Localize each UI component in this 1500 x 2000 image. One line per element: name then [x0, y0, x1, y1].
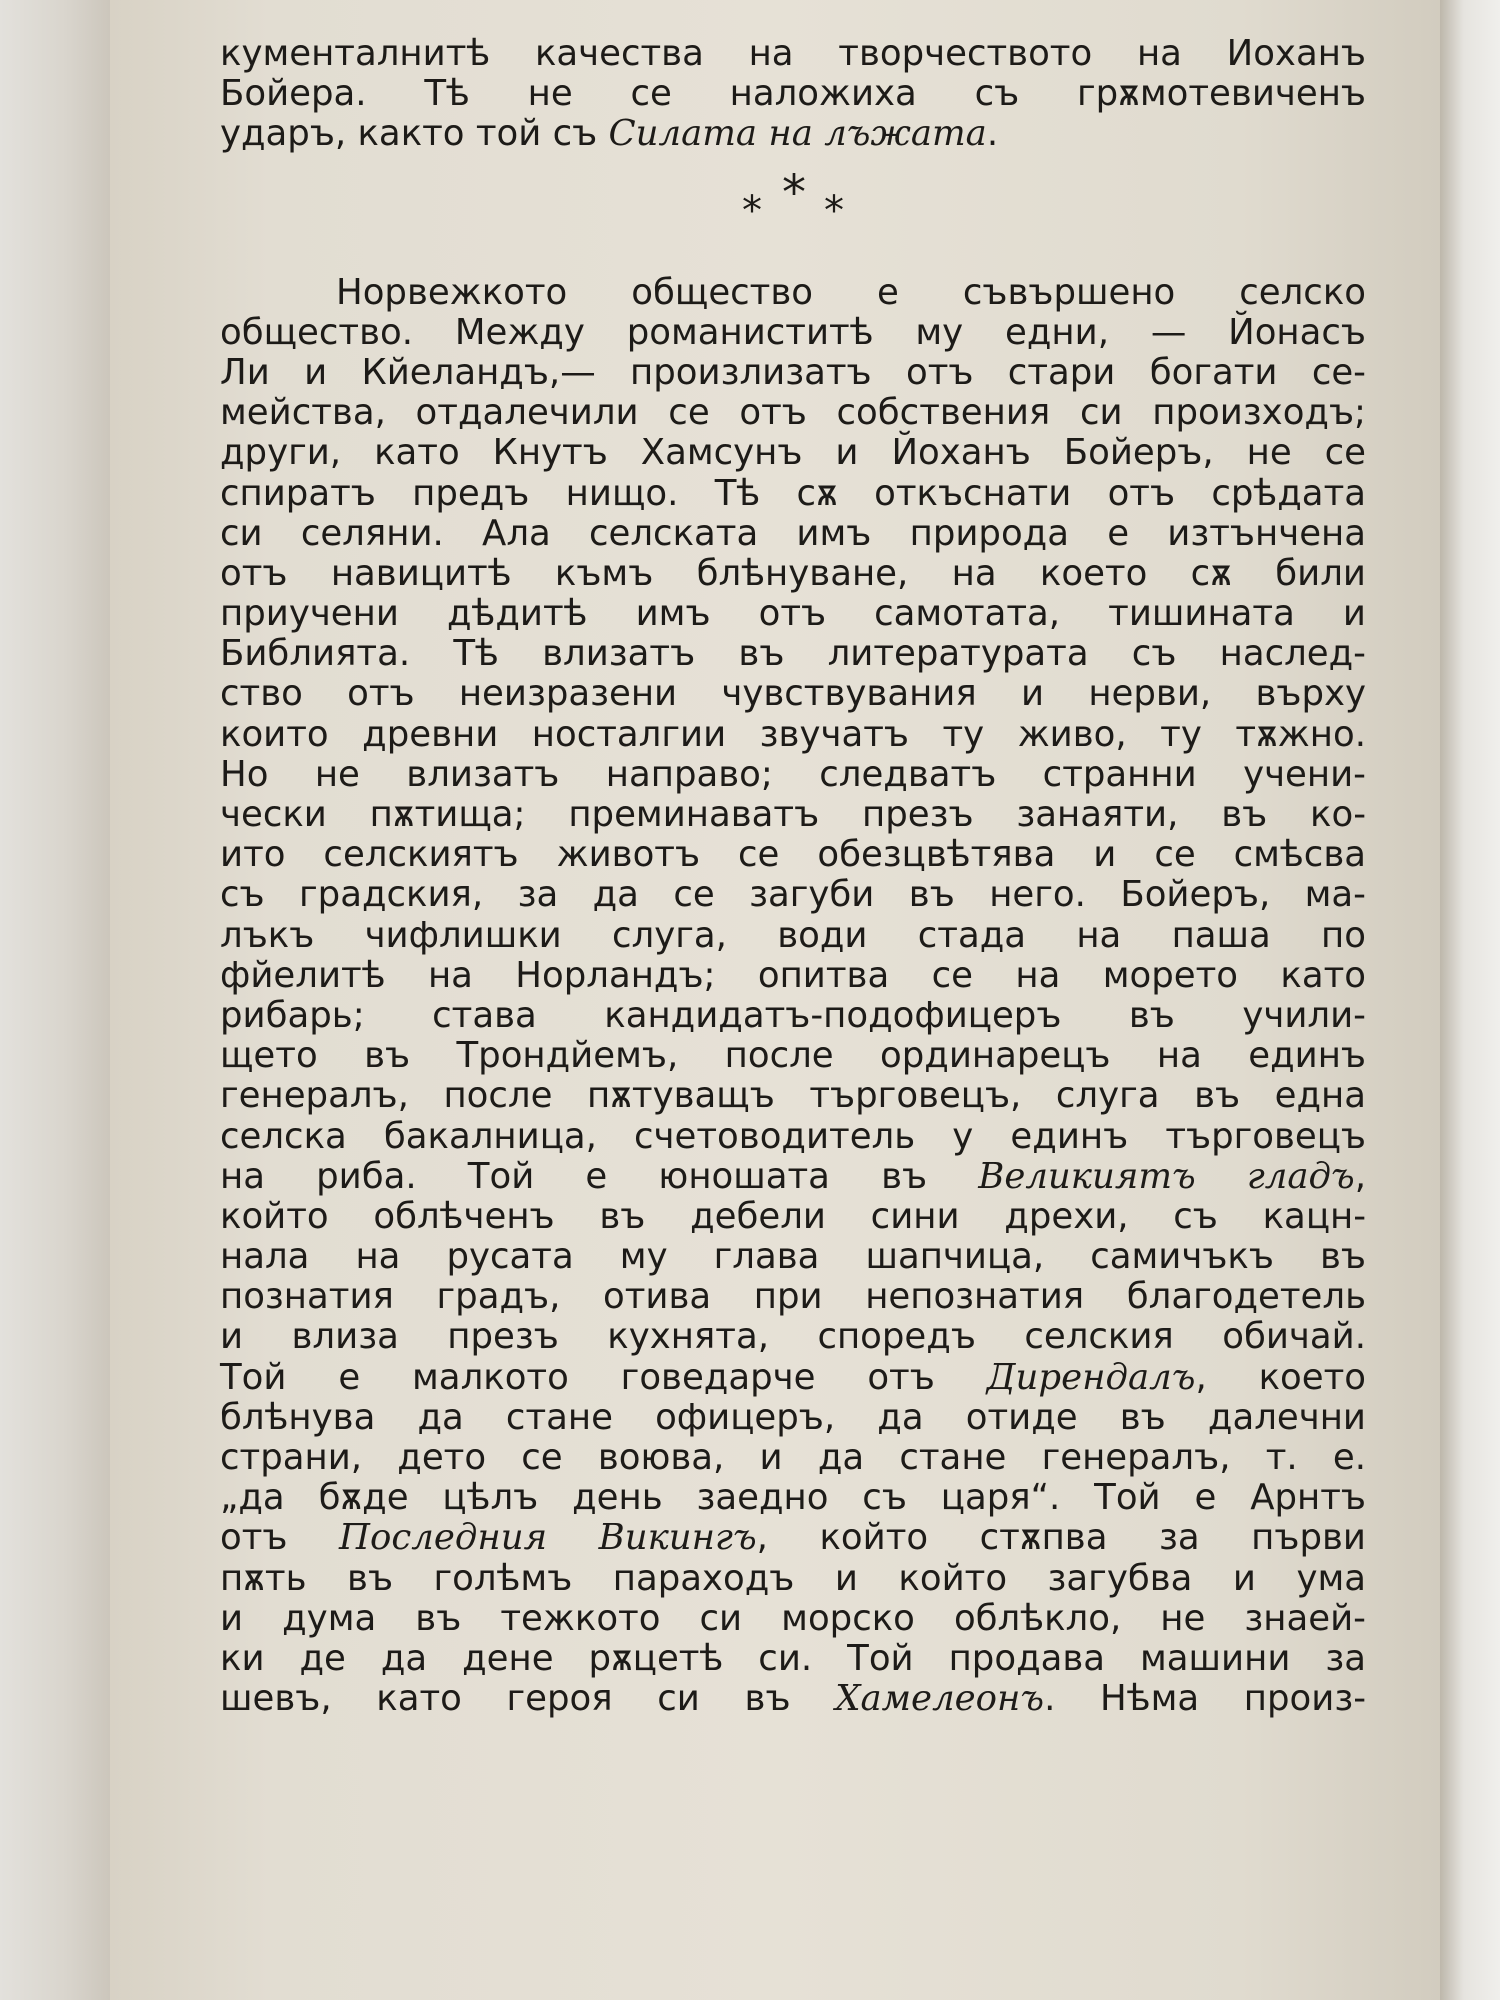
- text-line: и влиза презъ кухнята, споредъ селския обичай.: [220, 1316, 1366, 1358]
- text-line: „да бѫде цѣлъ день заедно съ царя“. Той е Арнтъ: [220, 1477, 1366, 1519]
- right-page-edge: [1440, 0, 1500, 2000]
- text-line: които древни носталгии звучатъ ту живо, ту тѫжно.: [220, 713, 1366, 755]
- text-line: селска бакалница, счетоводитель у единъ търговецъ: [220, 1115, 1366, 1157]
- text-line: фйелитѣ на Норландъ; опитва се на морето като: [220, 954, 1366, 996]
- text-line: отъ Последния Викингъ, който стѫпва за първи: [220, 1517, 1366, 1559]
- text-line: който облѣченъ въ дебели сини дрехи, съ кацн-: [220, 1195, 1366, 1237]
- text-line: ки де да дене рѫцетѣ си. Той продава машини за: [220, 1637, 1366, 1679]
- separator-star-center: *: [782, 164, 806, 221]
- text-line: ство отъ неизразени чувствувания и нерви, върху: [220, 673, 1366, 715]
- left-page-edge: [0, 0, 120, 2000]
- text-line: и дума въ тежкото си морско облѣкло, не знаей-: [220, 1597, 1366, 1639]
- text-line: отъ навицитѣ къмъ блѣнуване, на което сѫ били: [220, 552, 1366, 594]
- top-paragraph: [220, 34, 1366, 155]
- text-line: мейства, отдалечили се отъ собствения си произходъ;: [220, 392, 1366, 434]
- text-line: Той е малкото говедарче отъ Дирендалъ, което: [220, 1356, 1366, 1398]
- text-line: познатия градъ, отива при непознатия благодетель: [220, 1276, 1366, 1318]
- section-separator: [220, 164, 1366, 261]
- text-line: пѫть въ голѣмъ параходъ и който загубва и ума: [220, 1557, 1366, 1599]
- text-line: кументалнитѣ качества на творчеството на Иоханъ: [220, 33, 1366, 74]
- text-line: ударъ, както той съ Силата на лъжата.: [220, 113, 999, 155]
- text-line: генералъ, после пѫтуващъ търговецъ, слуга въ една: [220, 1075, 1366, 1117]
- text-line: други, като Кнутъ Хамсунъ и Йоханъ Бойеръ, не се: [220, 432, 1366, 474]
- text-line: Норвежкото общество е съвършено селско: [336, 271, 1366, 313]
- separator-star-right: *: [824, 187, 844, 234]
- separator-star-left: *: [742, 187, 762, 234]
- text-line: Ли и Кйеландъ,— произлизатъ отъ стари богати се-: [220, 351, 1366, 393]
- text-line: спиратъ предъ нищо. Тѣ сѫ откъснати отъ срѣдата: [220, 472, 1366, 514]
- text-line: чески пѫтища; преминаватъ презъ занаяти, въ ко-: [220, 794, 1366, 835]
- text-line: нала на русата му глава шапчица, самичъкъ въ: [220, 1236, 1366, 1278]
- main-paragraph: [220, 273, 1366, 1720]
- text-line: шевъ, като героя си въ Хамелеонъ. Нѣма произ-: [220, 1678, 1367, 1720]
- text-line: общество. Между романиститѣ му едни, — Йонасъ: [220, 311, 1366, 353]
- text-line: приучени дѣдитѣ имъ отъ самотата, тишината и: [220, 593, 1366, 635]
- text-line: Но не влизатъ направо; следватъ странни учени-: [220, 753, 1366, 795]
- text-line: си селяни. Ала селската имъ природа е изтънчена: [220, 512, 1366, 554]
- text-line: лъкъ чифлишки слуга, води стада на паша по: [220, 914, 1366, 956]
- text-line: щето въ Трондйемъ, после ординарецъ на единъ: [220, 1035, 1366, 1077]
- text-line: ито селскиятъ животъ се обезцвѣтява и се смѣсва: [220, 834, 1366, 876]
- text-line: рибарь; става кандидатъ-подофицеръ въ учили-: [220, 994, 1366, 1036]
- text-line: блѣнува да стане офицеръ, да отиде въ далечни: [220, 1396, 1366, 1438]
- text-line: страни, дето се воюва, и да стане генералъ, т. е.: [220, 1437, 1366, 1478]
- text-line: Бойера. Тѣ не се наложиха съ грѫмотевиченъ: [220, 73, 1366, 115]
- text-line: на риба. Той е юношата въ Великиятъ гладъ,: [220, 1155, 1367, 1197]
- text-line: Библията. Тѣ влизатъ въ литературата съ наслед-: [220, 633, 1366, 675]
- page-text: [220, 34, 1366, 1719]
- text-line: съ градския, за да се загуби въ него. Бойеръ, ма-: [220, 874, 1366, 916]
